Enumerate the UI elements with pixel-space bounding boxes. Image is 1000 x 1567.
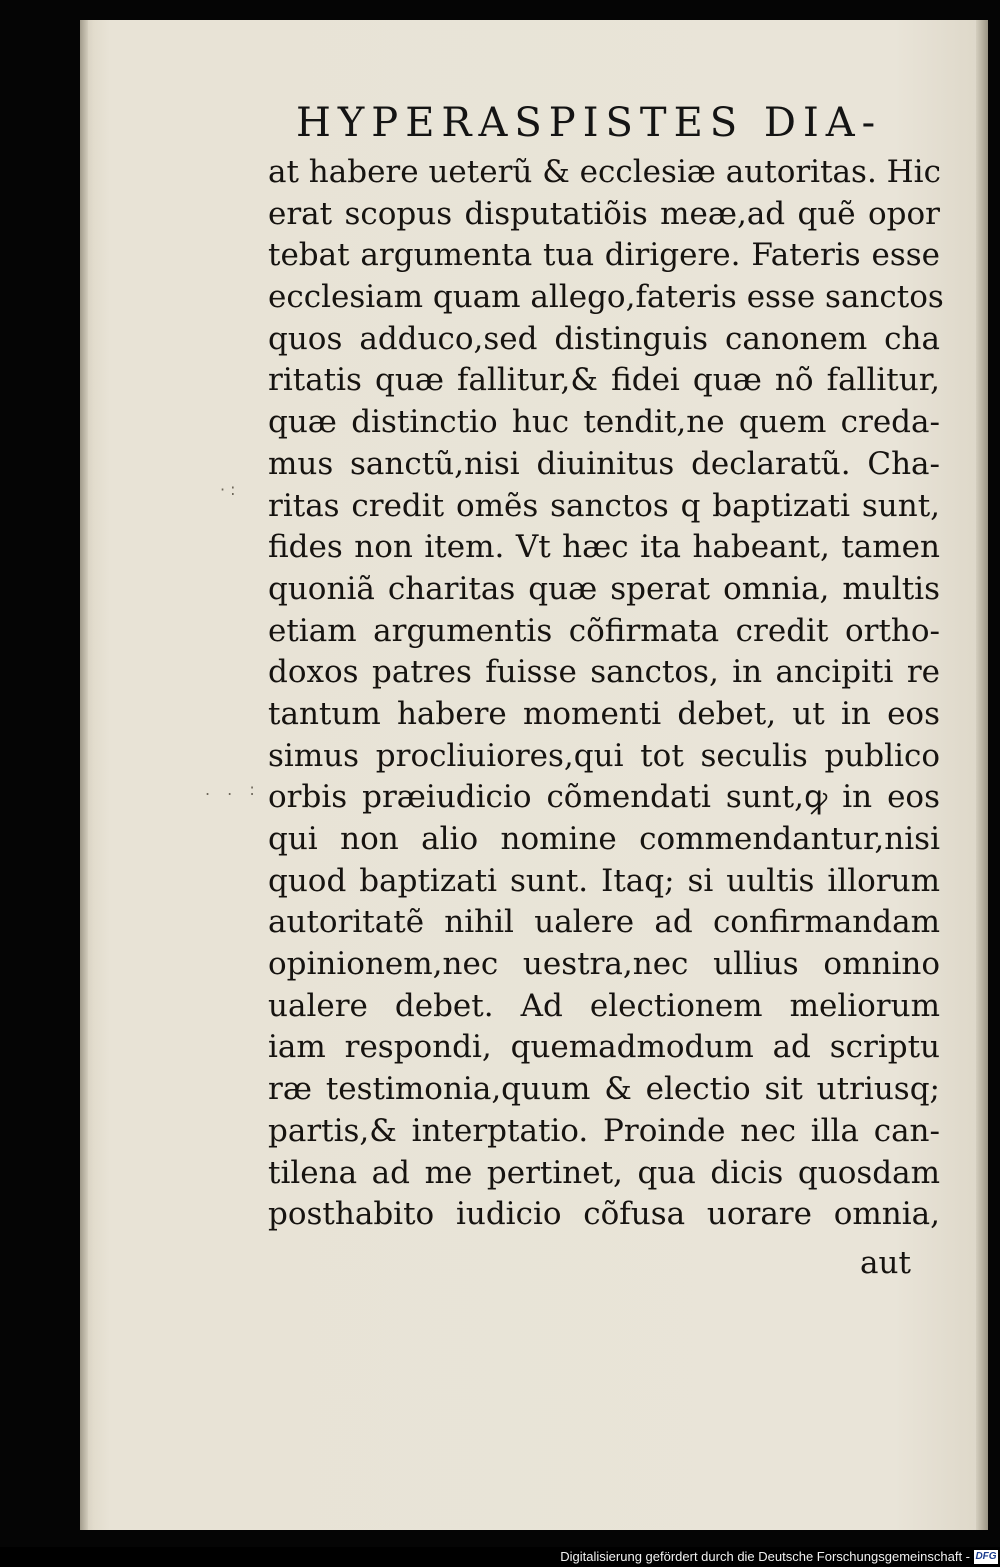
text-line: ualere debet. Ad electionem meliorum — [268, 987, 940, 1024]
ink-speck: · : — [220, 480, 236, 499]
text-line: ecclesiam quam allego,fateris esse sanctos — [268, 279, 944, 316]
page-fore-edge — [976, 20, 988, 1530]
text-line: ræ testimonia,quum & electio sit utriusq; — [268, 1071, 940, 1108]
ink-speck: . . : — [205, 780, 261, 799]
text-line: erat scopus disputatiõis meæ,ad quẽ opor — [268, 195, 940, 232]
body-text — [268, 152, 944, 1236]
text-line: mus sanctũ,nisi diuinitus declaratũ. Cha- — [268, 445, 940, 482]
text-line: quoniã charitas quæ sperat omnia, multis — [268, 570, 940, 607]
page-gutter-edge — [80, 20, 88, 1530]
dfg-logo-icon: DFG — [975, 1551, 997, 1562]
text-line: quæ distinctio huc tendit,ne quem creda- — [268, 404, 940, 441]
text-line: ritatis quæ fallitur,& fidei quæ nõ fallitur, — [268, 362, 940, 399]
text-line: simus procliuiores,qui tot seculis publico — [268, 737, 940, 774]
text-line: tilena ad me pertinet, qua dicis quosdam — [268, 1154, 940, 1191]
text-line: fides non item. Vt hæc ita habeant, tamen — [268, 529, 940, 566]
running-head: HYPERASPISTES DIA- — [296, 100, 883, 146]
text-line: doxos patres fuisse sanctos, in ancipiti re — [268, 654, 940, 691]
text-line: partis,& interptatio. Proinde nec illa can- — [268, 1112, 940, 1149]
text-line: posthabito iudicio cõfusa uorare omnia, — [268, 1196, 940, 1233]
text-line: iam respondi, quemadmodum ad scriptu — [268, 1029, 940, 1066]
digitization-credit: Digitalisierung gefördert durch die Deutsche Forschungsgemeinschaft - — [560, 1549, 970, 1564]
text-line: at habere ueterũ & ecclesiæ autoritas. Hic — [268, 154, 941, 190]
text-line: opinionem,nec uestra,nec ullius omnino — [268, 946, 940, 983]
text-line: etiam argumentis cõfirmata credit ortho- — [268, 612, 940, 649]
catchword: aut — [860, 1245, 911, 1281]
text-line: qui non alio nomine commendantur,nisi — [268, 821, 940, 857]
text-line: tantum habere momenti debet, ut in eos — [268, 695, 940, 732]
text-line: quod baptizati sunt. Itaq; si uultis illorum — [268, 862, 940, 899]
text-line: ritas credit omẽs sanctos q baptizati sunt, — [268, 487, 940, 524]
text-line: tebat argumenta tua dirigere. Fateris esse — [268, 237, 940, 274]
text-line: quos adduco,sed distinguis canonem cha — [268, 320, 940, 357]
text-line: autoritatẽ nihil ualere ad confirmandam — [268, 904, 940, 941]
text-line: orbis præiudicio cõmendati sunt,ꝙ in eos — [268, 779, 940, 816]
